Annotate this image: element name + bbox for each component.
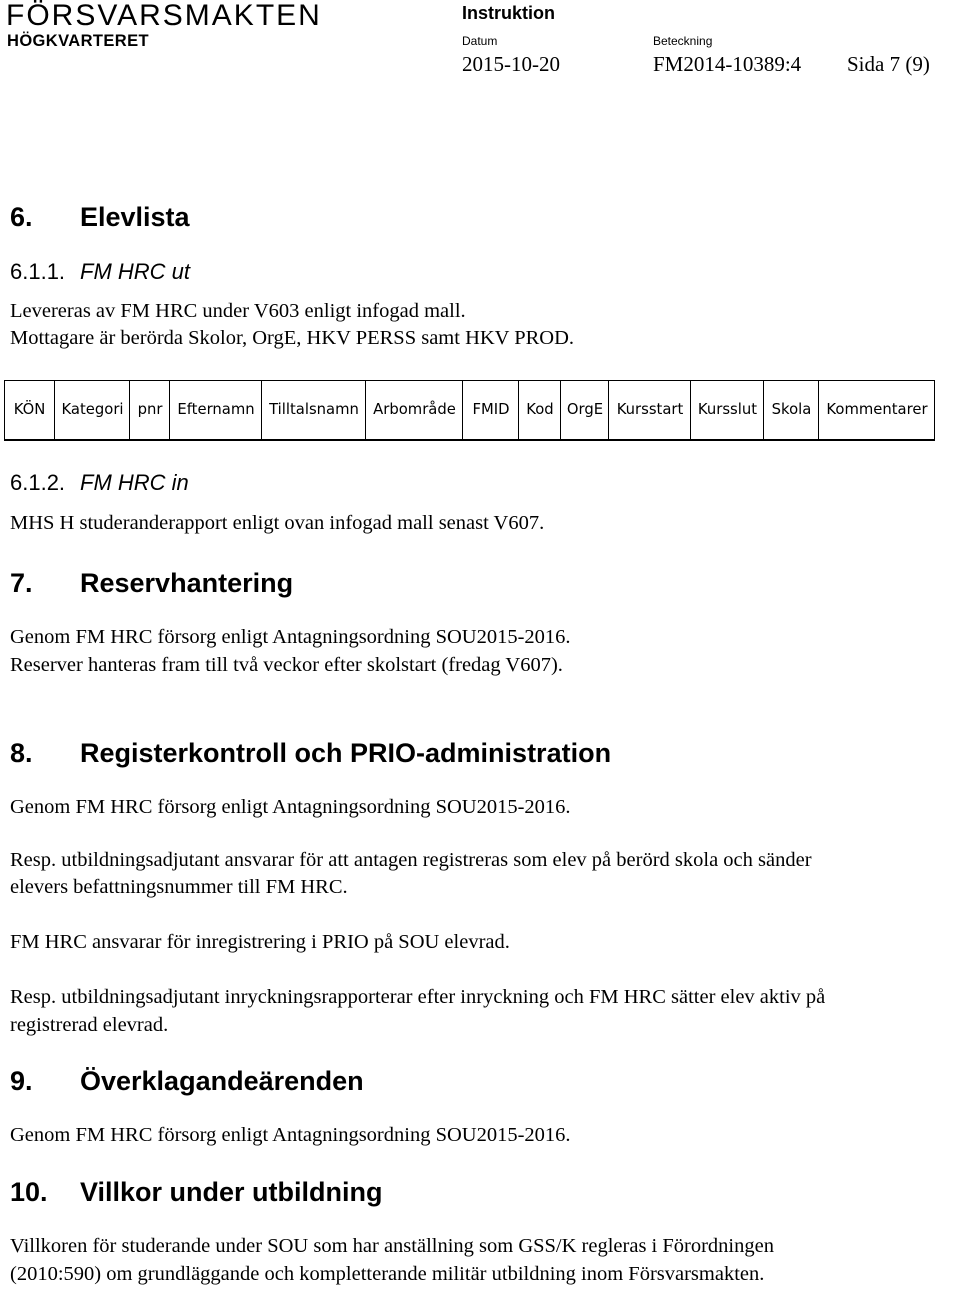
table-header-cell: Skola [763, 381, 819, 439]
page-number: Sida 7 (9) [847, 52, 930, 76]
section-heading-9 [10, 1065, 364, 1097]
paragraph-line: Genom FM HRC försorg enligt Antagningsordning SOU2015-2016. [10, 626, 571, 648]
subsection-number: 6.1.1. [10, 259, 66, 284]
paragraph-line: Genom FM HRC försorg enligt Antagningsordning SOU2015-2016. [10, 1124, 571, 1146]
table-header-cell: OrgE [560, 381, 609, 439]
subsection-title: FM HRC ut [80, 259, 190, 284]
section-title: Registerkontroll och PRIO-administration [80, 738, 612, 768]
paragraph-line: Genom FM HRC försorg enligt Antagningsordning SOU2015-2016. [10, 796, 571, 818]
paragraph-line: (2010:590) om grundläggande och kompletterande militär utbildning inom Försvarsmakten. [10, 1263, 765, 1285]
document-date: 2015-10-20 [462, 52, 560, 76]
table-header-cell: Efternamn [169, 381, 262, 439]
paragraph-line: Villkoren för studerande under SOU som har anställning som GSS/K regleras i Förordningen [10, 1235, 774, 1257]
section-title: Överklagandeärenden [80, 1066, 364, 1096]
date-label: Datum [462, 34, 498, 48]
table-header-cell: Kod [518, 381, 561, 439]
table-header-cell: KÖN [13, 401, 46, 418]
table-header-cell: Kursstart [608, 381, 691, 439]
reference-label: Beteckning [653, 34, 713, 48]
table-header-cell: Kategori [54, 381, 130, 439]
organization-unit: HÖGKVARTERET [7, 32, 149, 50]
paragraph-line: Mottagare är berörda Skolor, OrgE, HKV PERSS samt HKV PROD. [10, 327, 575, 349]
section-title: Villkor under utbildning [80, 1177, 383, 1207]
section-number: 10. [10, 1177, 48, 1207]
section-heading-10 [10, 1176, 383, 1208]
subsection-number: 6.1.2. [10, 470, 66, 495]
section-number: 9. [10, 1066, 33, 1096]
section-number: 6. [10, 202, 33, 232]
section-heading-8 [10, 737, 611, 769]
organization-name: FÖRSVARSMAKTEN [6, 0, 322, 32]
paragraph-line: Resp. utbildningsadjutant inryckningsrapporterar efter inryckning och FM HRC sätter elev aktiv på [10, 986, 826, 1008]
section-title: Elevlista [80, 202, 190, 232]
paragraph-line: Levereras av FM HRC under V603 enligt infogad mall. [10, 300, 466, 322]
subsection-heading-6-1-2 [10, 470, 189, 496]
table-header-cell: FMID [462, 381, 519, 439]
student-list-template-table [4, 380, 935, 441]
subsection-title: FM HRC in [80, 470, 189, 495]
table-header-cell: Kommentarer [818, 381, 935, 439]
table-header-cell: Kursslut [690, 381, 764, 439]
paragraph-line: Reserver hanteras fram till två veckor efter skolstart (fredag V607). [10, 654, 563, 676]
paragraph-line: MHS H studeranderapport enligt ovan infogad mall senast V607. [10, 512, 545, 534]
section-heading-7 [10, 567, 293, 599]
section-number: 8. [10, 738, 33, 768]
paragraph-line: registrerad elevrad. [10, 1014, 169, 1036]
document-type: Instruktion [462, 3, 555, 23]
table-header-cell: Tilltalsnamn [261, 381, 366, 439]
document-reference: FM2014-10389:4 [653, 52, 802, 76]
subsection-heading-6-1-1 [10, 259, 190, 285]
section-number: 7. [10, 568, 33, 598]
paragraph-line: Resp. utbildningsadjutant ansvarar för att antagen registreras som elev på berörd skola och sänder [10, 849, 812, 871]
table-header-cell: Arbområde [365, 381, 463, 439]
paragraph-line: FM HRC ansvarar för inregistrering i PRIO på SOU elevrad. [10, 931, 510, 953]
table-header-cell: pnr [129, 381, 170, 439]
section-title: Reservhantering [80, 568, 294, 598]
section-heading-6 [10, 201, 190, 233]
paragraph-line: elevers befattningsnummer till FM HRC. [10, 876, 348, 898]
